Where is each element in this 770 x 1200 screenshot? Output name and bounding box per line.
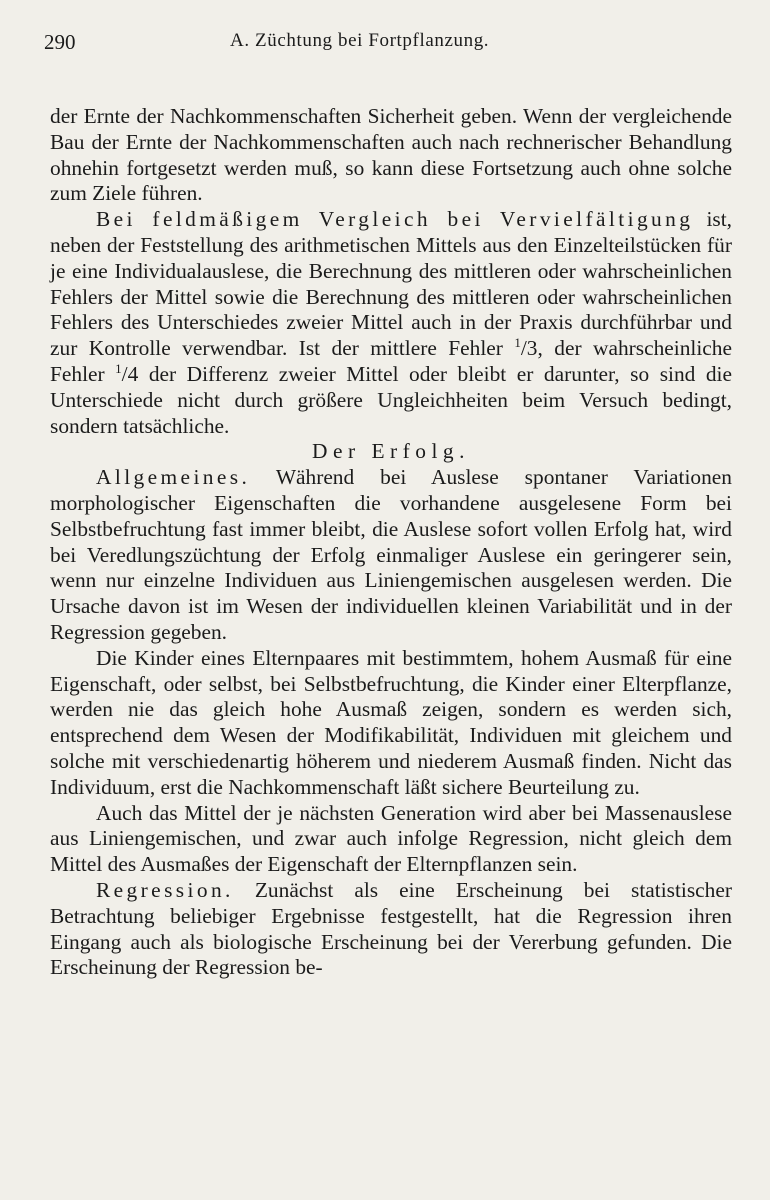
paragraph-3-lead: Allgemeines. <box>96 465 251 490</box>
fraction-2-denominator: /4 <box>121 361 139 386</box>
paragraph-1: der Ernte der Nachkommenschaften Sicherheit geben. Wenn der vergleichende Bau der Ernte der Nachkommenschaften auch nach rechnerischer Behandlung ohnehin fortgesetzt werden muß, so kann diese Fortsetzung auch ohne solche zum Ziele führen. <box>50 104 732 206</box>
paragraph-3 <box>50 465 732 646</box>
paragraph-5: Auch das Mittel der je nächsten Generation wird aber bei Massenauslese aus Liniengemischen, und zwar auch infolge Regression, nicht gleich dem Mittel des Ausmaßes der Eigenschaft der Elternpflanzen sein. <box>50 800 732 877</box>
fraction-2-numerator: 1 <box>115 360 122 376</box>
body-text <box>50 104 732 981</box>
paragraph-6-body: Zunächst als eine Erscheinung bei statistischer Betrachtung beliebiger Ergebnisse festgestellt, hat die Regression ihren Eingang auch als biologische Erscheinung bei der Vererbung gefunden. Die Erscheinung der Regression be- <box>50 877 732 980</box>
fraction-1-numerator: 1 <box>514 335 521 351</box>
page-header <box>44 30 732 66</box>
paragraph-2-part-1: ist, neben der Feststellung des arithmetischen Mittels aus den Einzelteilstücken für je eine Individualauslese, die Berechnung des mittleren oder wahrscheinlichen Fehlers der Mittel sowie die Berechnung des mittleren oder wahrscheinlichen Fehlers des Unterschiedes zweier Mittel auch in der Praxis durchführbar und zur Kontrolle verwendbar. Ist der mittlere Fehler <box>50 207 732 361</box>
paragraph-2-part-3: der Differenz zweier Mittel oder bleibt er darunter, so sind die Unterschiede nicht durch größere Ungleichheiten beim Versuch bedingt, sondern tatsächliche. <box>50 361 732 438</box>
paragraph-6 <box>50 878 732 981</box>
paragraph-2 <box>50 207 732 439</box>
paragraph-2-part-2: , der wahrscheinliche Fehler <box>50 336 732 386</box>
fraction-1-denominator: /3 <box>520 336 538 361</box>
paragraph-2-lead: Bei feldmäßigem Vergleich bei Vervielfältigung <box>96 207 694 232</box>
running-head: A. Züchtung bei Fortpflanzung. <box>230 30 490 51</box>
paragraph-3-body: Während bei Auslese spontaner Variationen morphologischer Eigenschaften die vorhandene ausgelesene Form bei Selbstbefruchtung fast immer bleibt, die Auslese sofort vollen Erfolg hat, wird bei Veredlungszüchtung der Erfolg einmaliger Auslese ein geringerer sein, wenn nur einzelne Individuen aus Liniengemischen ausgelesen werden. Die Ursache davon ist im Wesen der individuellen kleinen Variabilität und in der Regression gegeben. <box>50 465 732 644</box>
page-number: 290 <box>44 30 76 54</box>
paragraph-4: Die Kinder eines Elternpaares mit bestimmtem, hohem Ausmaß für eine Eigenschaft, oder selbst, bei Selbstbefruchtung, die Kinder einer Elterpflanze, werden nie das gleich hohe Ausmaß zeigen, sondern es werden sich, entsprechend dem Wesen der Modifikabilität, Individuen mit gleichem und solche mit verschiedenartig höherem und niederem Ausmaß finden. Nicht das Individuum, erst die Nachkommenschaft läßt sichere Beurteilung zu. <box>50 645 732 799</box>
section-heading: Der Erfolg. <box>312 439 470 464</box>
paragraph-6-lead: Regression. <box>96 877 234 902</box>
